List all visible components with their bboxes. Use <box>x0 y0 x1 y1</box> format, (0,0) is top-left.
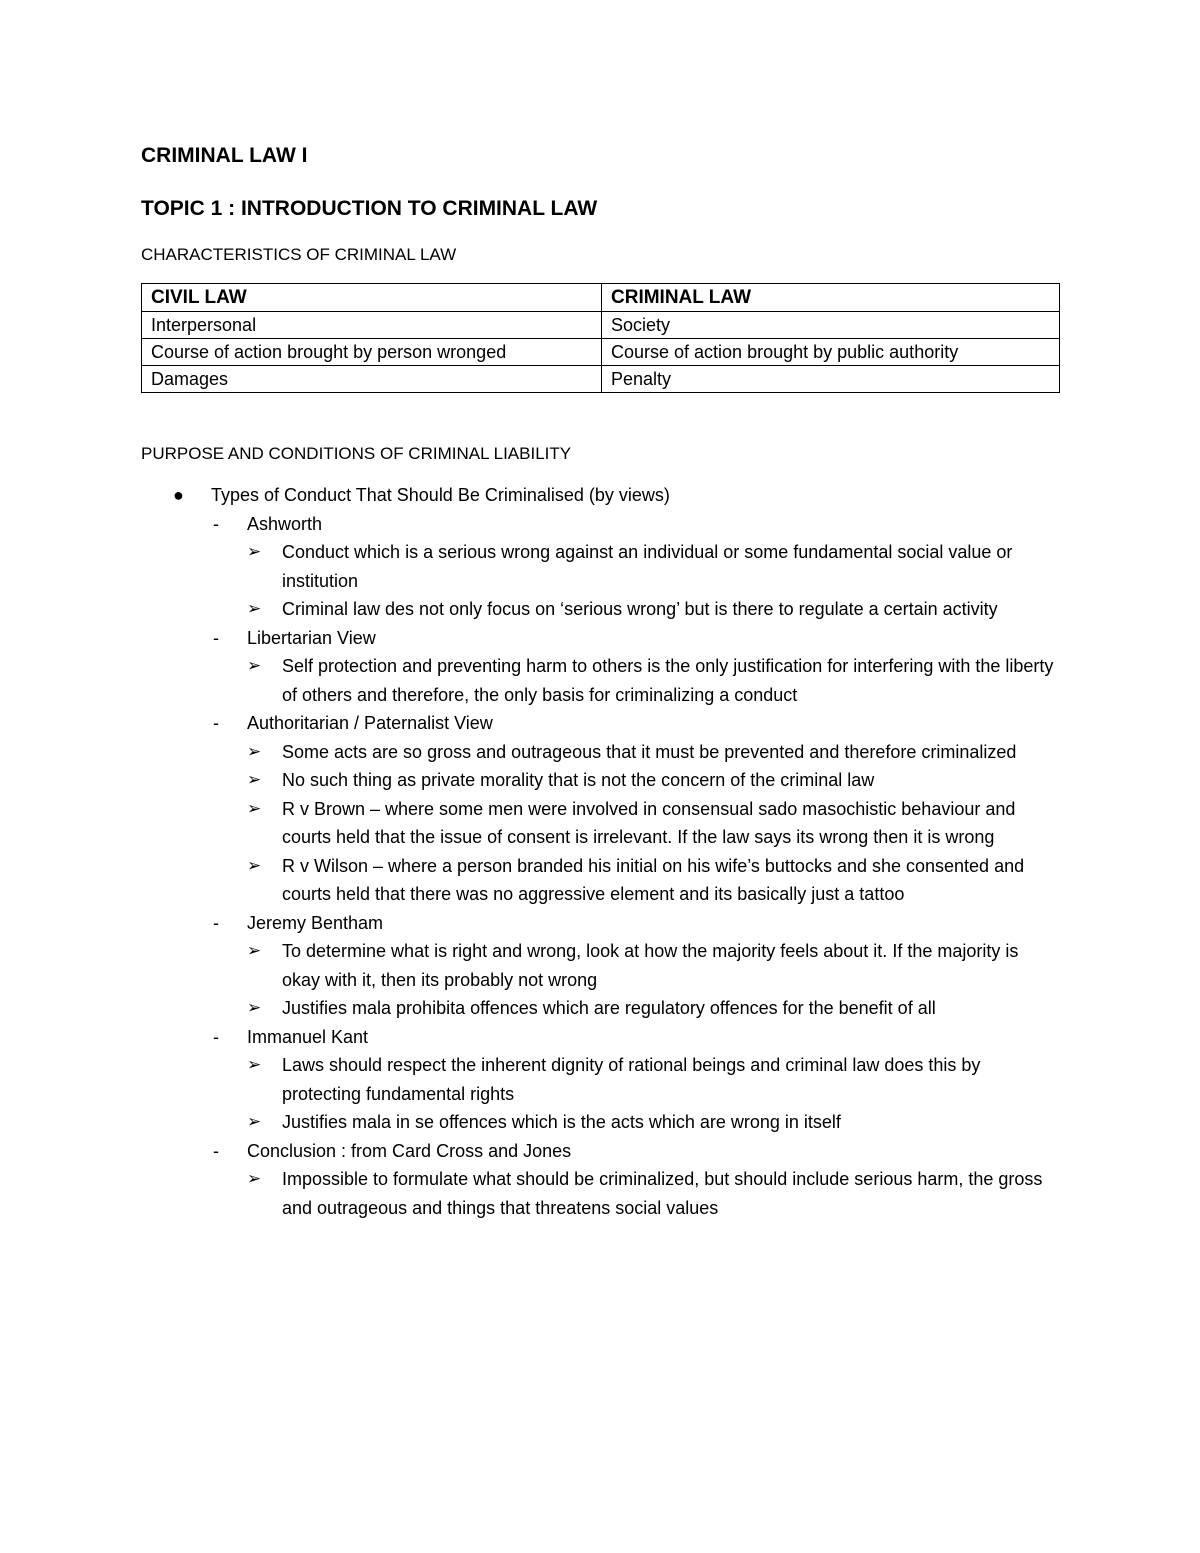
view-point-text: Laws should respect the inherent dignity of rational beings and criminal law does this by protecting fundamental rights <box>282 1055 981 1104</box>
document-content <box>141 140 1061 1222</box>
view-point-text: Justifies mala in se offences which is the acts which are wrong in itself <box>282 1112 841 1132</box>
view-point <box>141 652 1061 709</box>
list-item <box>141 481 1061 510</box>
arrow-bullet-icon: ➢ <box>247 542 262 561</box>
view-point <box>141 994 1061 1023</box>
dash-icon: - <box>213 1140 219 1161</box>
table-cell: Penalty <box>602 366 1060 393</box>
view-point-text: R v Wilson – where a person branded his initial on his wife’s buttocks and she consented and courts held that there was no aggressive element and its basically just a tattoo <box>282 855 1025 904</box>
arrow-bullet-icon: ➢ <box>247 798 262 818</box>
view-point-text: No such thing as private morality that is not the concern of the criminal law <box>282 770 875 790</box>
view-point-text: Self protection and preventing harm to others is the only justification for interfering with the liberty of others and therefore, the only basis for criminalizing a conduct <box>282 656 1054 705</box>
topic-heading: TOPIC 1 : INTRODUCTION TO CRIMINAL LAW <box>141 197 598 220</box>
dash-icon: - <box>213 912 219 933</box>
view-name: Authoritarian / Paternalist View <box>247 713 493 733</box>
arrow-bullet-icon: ➢ <box>247 770 262 789</box>
arrow-bullet-icon: ➢ <box>247 855 262 875</box>
table-header-cell: CIVIL LAW <box>142 284 602 312</box>
table-cell: Society <box>602 312 1060 339</box>
view-name: Jeremy Bentham <box>247 912 384 933</box>
view-point <box>141 766 1061 795</box>
view-point <box>141 937 1061 994</box>
view-item <box>141 510 1061 539</box>
dash-icon: - <box>213 513 219 534</box>
view-name: Ashworth <box>247 513 323 534</box>
arrow-bullet-icon: ➢ <box>247 741 262 761</box>
view-name: Conclusion : from Card Cross and Jones <box>247 1140 572 1161</box>
view-point-text: Criminal law des not only focus on ‘serious wrong’ but is there to regulate a certain activity <box>282 599 998 619</box>
table-row <box>142 366 1060 393</box>
arrow-bullet-icon: ➢ <box>247 656 262 675</box>
table-cell: Course of action brought by public authority <box>602 339 1060 366</box>
comparison-table <box>141 283 1060 393</box>
view-point <box>141 1165 1061 1222</box>
arrow-bullet-icon: ➢ <box>247 1169 262 1188</box>
view-point <box>141 795 1061 852</box>
view-point-text: Justifies mala prohibita offences which are regulatory offences for the benefit of all <box>282 998 936 1018</box>
dash-icon: - <box>213 713 219 733</box>
dash-icon: - <box>213 1026 219 1047</box>
arrow-bullet-icon: ➢ <box>247 941 262 960</box>
view-point-text: To determine what is right and wrong, look at how the majority feels about it. If the majority is okay with it, then its probably not wrong <box>282 941 1019 990</box>
table-row <box>142 312 1060 339</box>
view-point <box>141 595 1061 624</box>
view-item <box>141 1023 1061 1052</box>
view-point <box>141 738 1061 767</box>
table-cell: Interpersonal <box>142 312 602 339</box>
view-name: Immanuel Kant <box>247 1026 369 1047</box>
table-cell: Course of action brought by person wronged <box>142 339 602 366</box>
section-heading-purpose: PURPOSE AND CONDITIONS OF CRIMINAL LIABILITY <box>141 444 572 463</box>
view-name: Libertarian View <box>247 627 376 648</box>
arrow-bullet-icon: ➢ <box>247 1112 262 1131</box>
outline-list <box>141 481 1061 1222</box>
section-heading-characteristics: CHARACTERISTICS OF CRIMINAL LAW <box>141 245 457 264</box>
view-point <box>141 538 1061 595</box>
view-item <box>141 709 1061 738</box>
view-point-text: Impossible to formulate what should be criminalized, but should include serious harm, the gross and outrageous and things that threatens social values <box>282 1169 1043 1218</box>
document-title: CRIMINAL LAW I <box>141 144 308 167</box>
table-header-cell: CRIMINAL LAW <box>602 284 1060 312</box>
arrow-bullet-icon: ➢ <box>247 1055 262 1074</box>
table-cell: Damages <box>142 366 602 393</box>
table-header-row <box>142 284 1060 312</box>
dash-icon: - <box>213 627 219 648</box>
table-row <box>142 339 1060 366</box>
views-list <box>141 510 1061 1223</box>
list-item-text: Types of Conduct That Should Be Criminalised (by views) <box>211 485 670 505</box>
view-point-text: Some acts are so gross and outrageous that it must be prevented and therefore criminalized <box>282 741 1017 762</box>
arrow-bullet-icon: ➢ <box>247 599 262 618</box>
view-item <box>141 624 1061 653</box>
bullet-icon: ● <box>173 485 184 505</box>
view-point-text: R v Brown – where some men were involved in consensual sado masochistic behaviour and courts held that the issue of consent is irrelevant. If the law says its wrong then it is wrong <box>282 798 1016 847</box>
view-item <box>141 909 1061 938</box>
view-point <box>141 852 1061 909</box>
arrow-bullet-icon: ➢ <box>247 998 262 1017</box>
view-point <box>141 1051 1061 1108</box>
view-point <box>141 1108 1061 1137</box>
view-point-text: Conduct which is a serious wrong against an individual or some fundamental social value or institution <box>282 542 1013 591</box>
view-item <box>141 1137 1061 1166</box>
